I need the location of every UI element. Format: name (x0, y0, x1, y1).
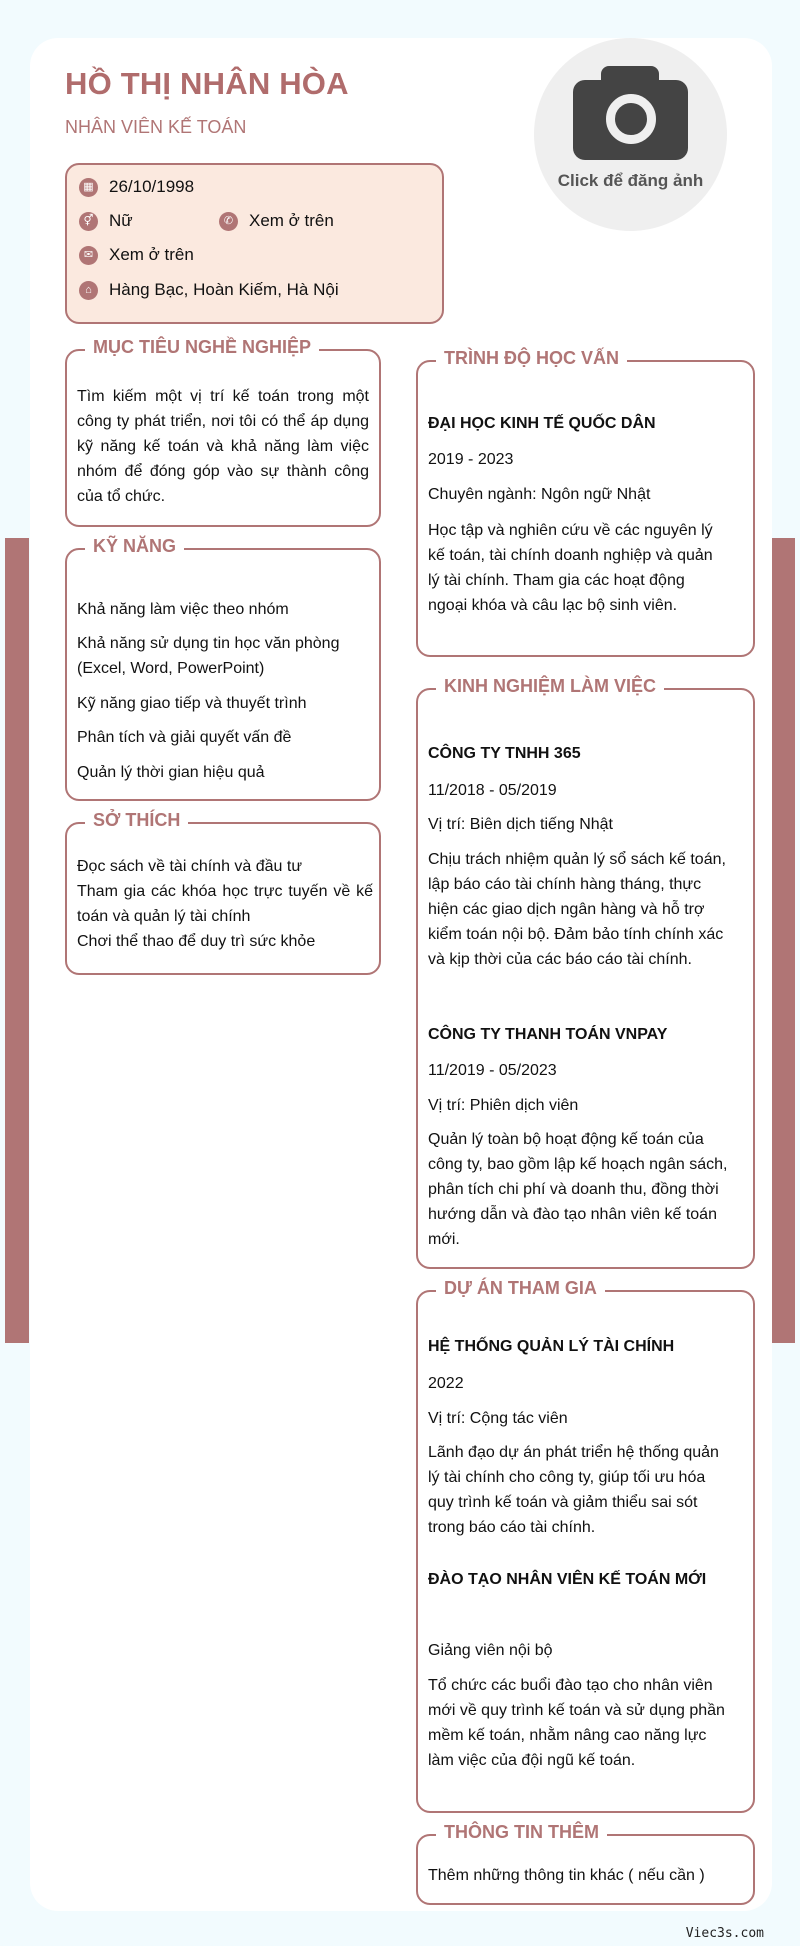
job-period[interactable]: 11/2018 - 05/2019 (428, 782, 557, 799)
skill-item[interactable]: Kỹ năng giao tiếp và thuyết trình (77, 695, 307, 712)
phone-value: Xem ở trên (249, 211, 334, 230)
project-name[interactable]: ĐÀO TẠO NHÂN VIÊN KẾ TOÁN MỚI (428, 1571, 707, 1588)
job-title[interactable]: NHÂN VIÊN KẾ TOÁN (65, 117, 247, 137)
gender-row[interactable] (79, 211, 133, 231)
site-watermark: Viec3s.com (685, 1926, 764, 1941)
email-icon: ✉ (79, 246, 98, 265)
school-name[interactable]: ĐẠI HỌC KINH TẾ QUỐC DÂN (428, 415, 656, 432)
birthday-row[interactable] (79, 177, 194, 197)
projects-title: DỰ ÁN THAM GIA (436, 1278, 605, 1299)
skills-title: KỸ NĂNG (85, 536, 184, 557)
extra-info-text[interactable]: Thêm những thông tin khác ( nếu cần ) (428, 1867, 705, 1884)
photo-upload[interactable] (534, 38, 727, 231)
skill-item[interactable]: Quản lý thời gian hiệu quả (77, 764, 265, 781)
objective-section (65, 337, 381, 527)
phone-row[interactable] (219, 211, 334, 231)
project-year[interactable]: 2022 (428, 1375, 464, 1392)
calendar-icon: ▦ (79, 178, 98, 197)
experience-section (416, 676, 755, 1269)
right-accent-bar (771, 538, 795, 1343)
project-description[interactable]: Lãnh đạo dự án phát triển hệ thống quản lý tài chính cho công ty, giúp tối ưu hóa quy trình kế toán và giảm thiểu sai sót trong báo cáo tài chính. (428, 1444, 719, 1536)
company-name[interactable]: CÔNG TY TNHH 365 (428, 745, 581, 762)
project-position[interactable]: Giảng viên nội bộ (428, 1642, 553, 1659)
project-name[interactable]: HỆ THỐNG QUẢN LÝ TÀI CHÍNH (428, 1338, 675, 1355)
skills-section (65, 536, 381, 801)
email-row[interactable] (79, 245, 194, 265)
candidate-name[interactable]: HỒ THỊ NHÂN HÒA (65, 66, 349, 101)
job-description[interactable]: Chịu trách nhiệm quản lý sổ sách kế toán, lập báo cáo tài chính hàng tháng, thực hiện các giao dịch ngân hàng và hỗ trợ kiểm toán nội bộ. Đảm bảo tính chính xác và kịp thời của các báo cáo tài chính. (428, 851, 726, 968)
birthday-value: 26/10/1998 (109, 177, 195, 196)
email-value: Xem ở trên (109, 245, 194, 264)
hobby-item[interactable]: Tham gia các khóa học trực tuyến về kế toán và quản lý tài chính (77, 883, 373, 925)
phone-icon: ✆ (219, 212, 238, 231)
company-name[interactable]: CÔNG TY THANH TOÁN VNPAY (428, 1026, 668, 1043)
experience-title: KINH NGHIỆM LÀM VIỆC (436, 676, 664, 697)
home-icon: ⌂ (79, 281, 98, 300)
photo-caption: Click để đăng ảnh (557, 171, 704, 190)
job-position[interactable]: Vị trí: Biên dịch tiếng Nhật (428, 816, 613, 833)
skill-item[interactable]: Khả năng sử dụng tin học văn phòng (Excel, Word, PowerPoint) (77, 635, 340, 677)
project-position[interactable]: Vị trí: Cộng tác viên (428, 1410, 568, 1427)
hobby-item[interactable]: Chơi thể thao để duy trì sức khỏe (77, 933, 316, 950)
education-section (416, 348, 755, 657)
left-accent-bar (5, 538, 29, 1343)
skill-item[interactable]: Khả năng làm việc theo nhóm (77, 601, 289, 618)
education-major[interactable]: Chuyên ngành: Ngôn ngữ Nhật (428, 486, 651, 503)
gender-value: Nữ (109, 211, 133, 230)
extra-info-section (416, 1822, 755, 1905)
objective-title: MỤC TIÊU NGHỀ NGHIỆP (85, 337, 319, 358)
project-description[interactable]: Tổ chức các buổi đào tạo cho nhân viên mới về quy trình kế toán và sử dụng phần mềm kế toán, nhằm nâng cao năng lực làm việc của đội ngũ kế toán. (428, 1677, 725, 1769)
skill-item[interactable]: Phân tích và giải quyết vấn đề (77, 729, 292, 746)
address-value: Hàng Bạc, Hoàn Kiếm, Hà Nội (109, 280, 339, 299)
job-description[interactable]: Quản lý toàn bộ hoạt động kế toán của công ty, bao gồm lập kế hoạch ngân sách, phân tích chi phí và doanh thu, đồng thời hướng dẫn và đào tạo nhân viên kế toán mới. (428, 1131, 728, 1248)
projects-section (416, 1278, 755, 1813)
extra-info-title: THÔNG TIN THÊM (436, 1822, 607, 1843)
gender-icon: ⚥ (79, 212, 98, 231)
contact-info-box (65, 163, 444, 324)
job-period[interactable]: 11/2019 - 05/2023 (428, 1062, 557, 1079)
education-description[interactable]: Học tập và nghiên cứu về các nguyên lý kế toán, tài chính doanh nghiệp và quản lý tài chính. Tham gia các hoạt động ngoại khóa và câu lạc bộ sinh viên. (428, 522, 713, 614)
address-row[interactable] (79, 280, 339, 300)
hobby-item[interactable]: Đọc sách về tài chính và đầu tư (77, 858, 303, 875)
job-position[interactable]: Vị trí: Phiên dịch viên (428, 1097, 579, 1114)
education-period[interactable]: 2019 - 2023 (428, 451, 514, 468)
hobbies-title: SỞ THÍCH (85, 810, 188, 831)
education-title: TRÌNH ĐỘ HỌC VẤN (436, 348, 627, 369)
objective-text[interactable]: Tìm kiếm một vị trí kế toán trong một công ty phát triển, nơi tôi có thể áp dụng kỹ năng kế toán và khả năng làm việc nhóm để đóng góp vào sự thành công của tổ chức. (77, 388, 369, 505)
hobbies-section (65, 810, 381, 975)
